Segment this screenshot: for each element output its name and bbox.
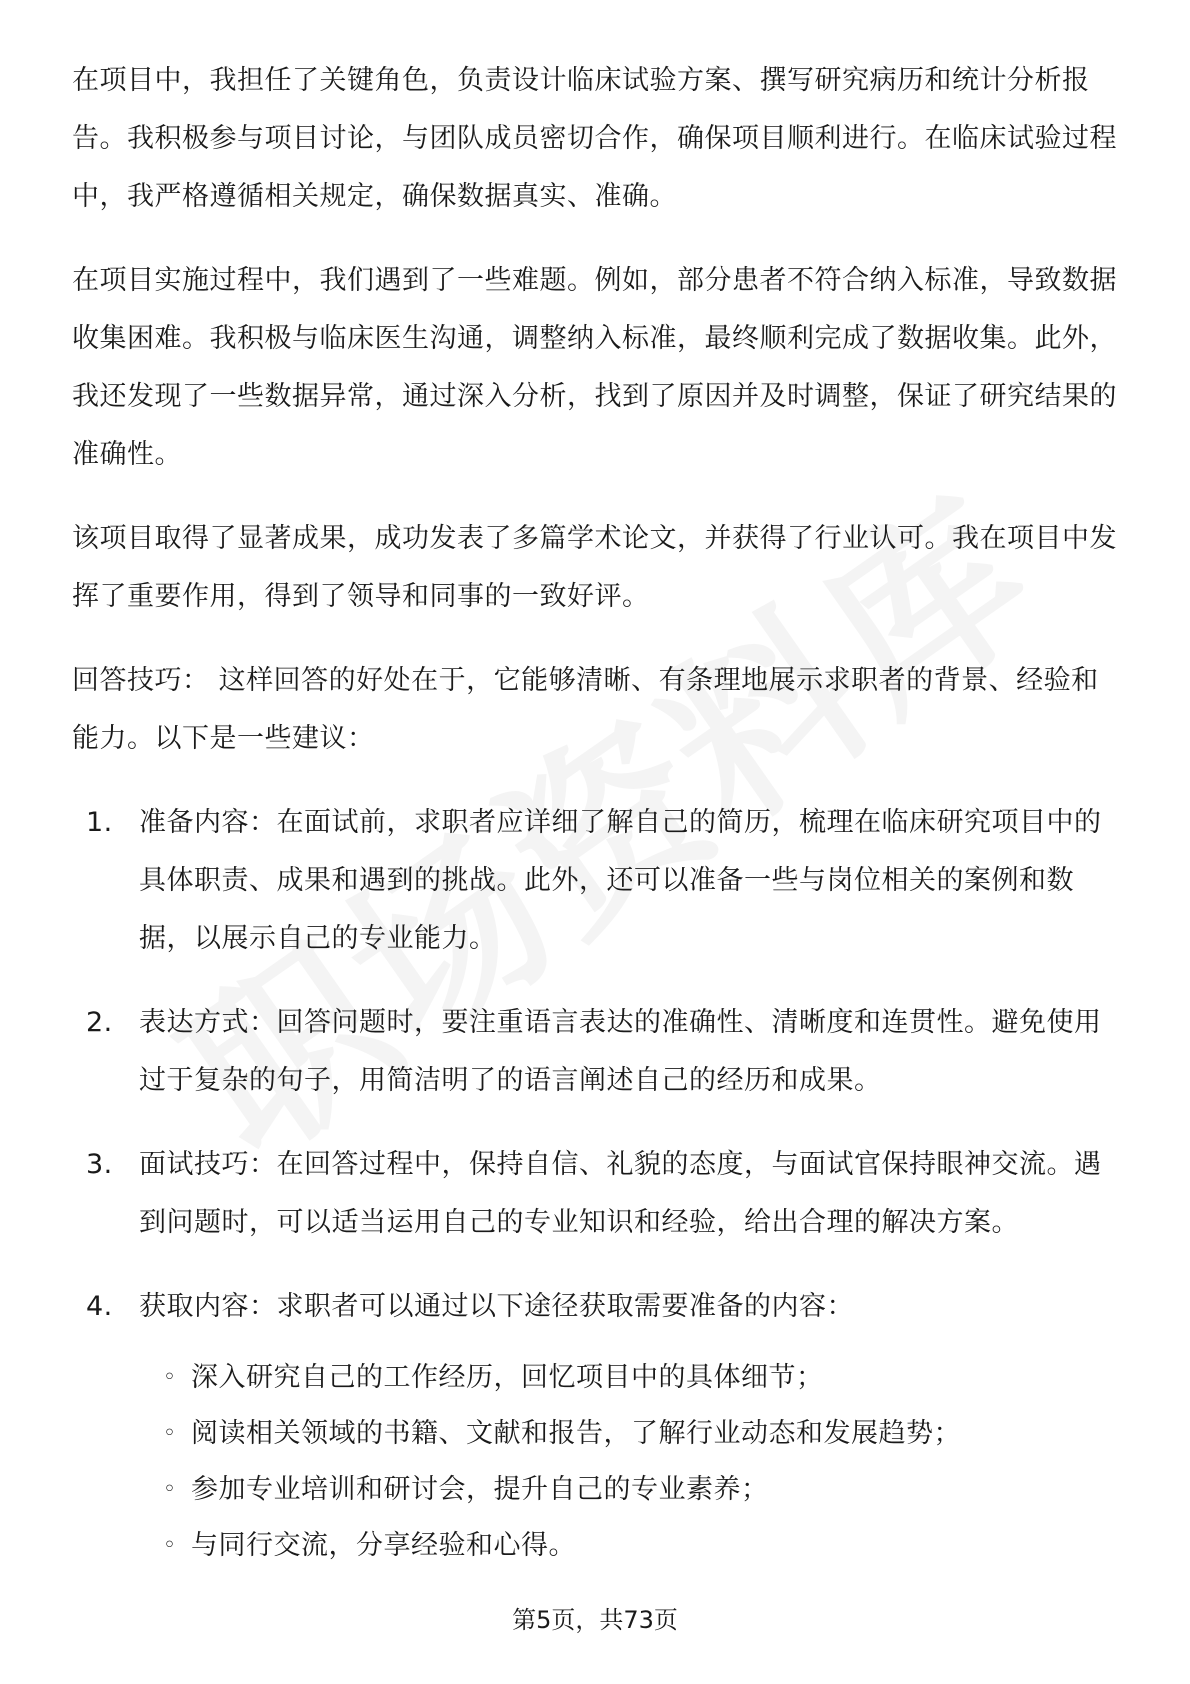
sub-list-item-text: 参加专业培训和研讨会，提升自己的专业素养； [191, 1474, 769, 1505]
sub-list-item-text: 与同行交流，分享经验和心得。 [191, 1530, 576, 1561]
list-item [86, 1278, 1122, 1574]
bullet-icon: ◦ [163, 1365, 177, 1390]
bullet-icon: ◦ [163, 1533, 177, 1558]
bullet-icon: ◦ [163, 1477, 177, 1502]
sub-list-item [163, 1406, 1122, 1462]
list-item [86, 794, 1122, 968]
list-item-text: 准备内容：在面试前，求职者应详细了解自己的简历，梳理在临床研究项目中的具体职责、成果和遇到的挑战。此外，还可以准备一些与岗位相关的案例和数据，以展示自己的专业能力。 [139, 807, 1102, 954]
sub-list-item-text: 深入研究自己的工作经历，回忆项目中的具体细节； [191, 1362, 824, 1393]
list-item [86, 1136, 1122, 1252]
bullet-icon: ◦ [163, 1421, 177, 1446]
paragraph-role: 在项目中，我担任了关键角色，负责设计临床试验方案、撰写研究病历和统计分析报告。我积极参与项目讨论，与团队成员密切合作，确保项目顺利进行。在临床试验过程中，我严格遵循相关规定，确保数据真实、准确。 [72, 65, 1117, 212]
page-content [72, 52, 1122, 1600]
page-footer: 第5页，共73页 [512, 1606, 678, 1634]
sub-list-item-text: 阅读相关领域的书籍、文献和报告，了解行业动态和发展趋势； [191, 1418, 961, 1449]
list-item-text: 面试技巧：在回答过程中，保持自信、礼貌的态度，与面试官保持眼神交流。遇到问题时，可以适当运用自己的专业知识和经验，给出合理的解决方案。 [139, 1149, 1102, 1238]
sub-list [139, 1350, 1122, 1574]
tips-list [72, 794, 1122, 1574]
list-number: 2. [86, 1007, 113, 1038]
list-item-text: 表达方式：回答问题时，要注重语言表达的准确性、清晰度和连贯性。避免使用过于复杂的句子，用简洁明了的语言阐述自己的经历和成果。 [139, 1007, 1102, 1096]
list-item [86, 994, 1122, 1110]
paragraph-results: 该项目取得了显著成果，成功发表了多篇学术论文，并获得了行业认可。我在项目中发挥了重要作用，得到了领导和同事的一致好评。 [72, 523, 1117, 612]
list-number: 3. [86, 1149, 113, 1180]
paragraph-answer-tips: 回答技巧： 这样回答的好处在于，它能够清晰、有条理地展示求职者的背景、经验和能力。以下是一些建议： [72, 665, 1099, 754]
list-number: 4. [86, 1291, 113, 1322]
list-number: 1. [86, 807, 113, 838]
list-item-text: 获取内容：求职者可以通过以下途径获取需要准备的内容： [139, 1291, 854, 1322]
sub-list-item [163, 1518, 1122, 1574]
sub-list-item [163, 1350, 1122, 1406]
sub-list-item [163, 1462, 1122, 1518]
paragraph-challenges: 在项目实施过程中，我们遇到了一些难题。例如，部分患者不符合纳入标准，导致数据收集困难。我积极与临床医生沟通，调整纳入标准，最终顺利完成了数据收集。此外，我还发现了一些数据异常，通过深入分析，找到了原因并及时调整，保证了研究结果的准确性。 [72, 265, 1117, 470]
